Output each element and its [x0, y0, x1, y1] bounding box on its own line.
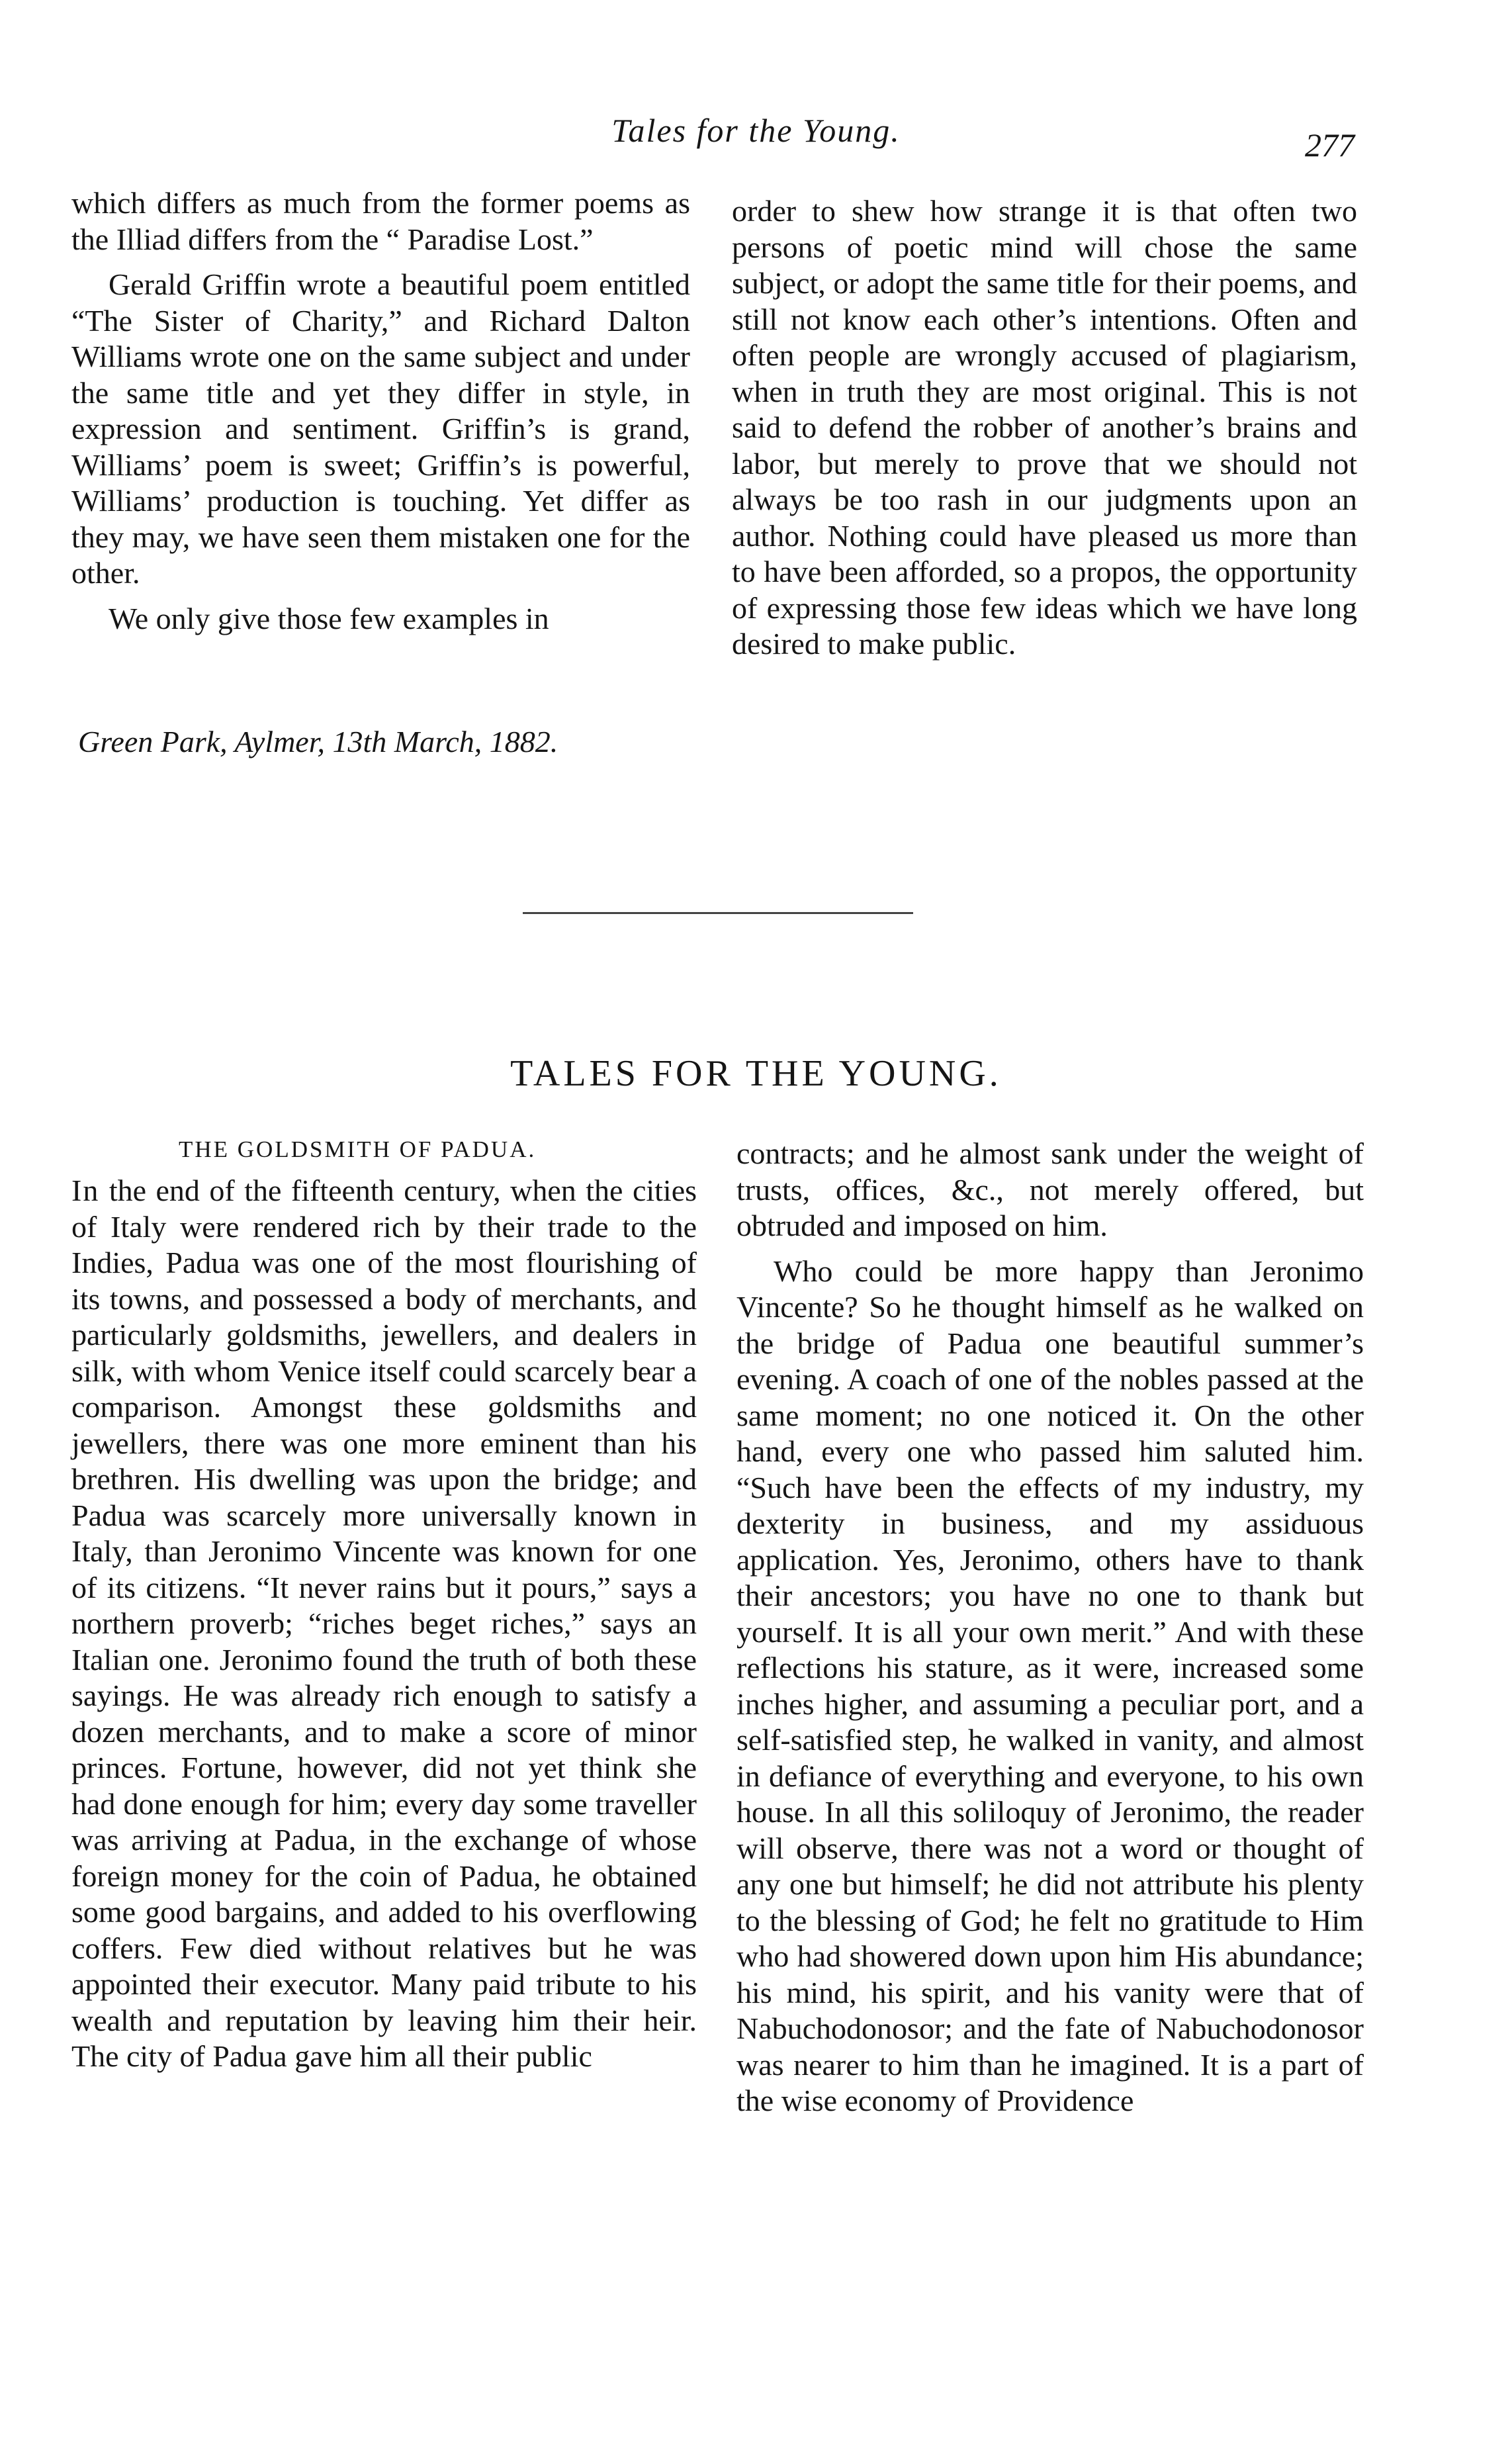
running-title: Tales for the Young. [611, 112, 901, 149]
paragraph: Gerald Griffin wrote a beautiful poem entitled “The Sister of Charity,” and Richard Dalton Williams wrote one on the same subject and under the same title and yet they differ in style, in expression and sentiment. Griffin’s is grand, Williams’ poem is sweet; Griffin’s is powerful, Williams’ production is touching. Yet differ as they may, we have seen them mistaken one for the other. [71, 267, 690, 590]
top-right-column [732, 193, 1357, 663]
story-title: THE GOLDSMITH OF PADUA. [179, 1136, 537, 1162]
paragraph: order to shew how strange it is that often two persons of poetic mind will chose the same subject, or adopt the same title for their poems, and still not know each other’s intentions. Often and often people are wrongly accused of plagiarism, when in truth they are most original. This is not said to defend the robber of another’s brains and labor, but merely to prove that we should not always be too rash in our judgments upon an author. Nothing could have pleased us more than to have been afforded, so a propos, the opportunity of expressing those few ideas which we have long desired to make public. [732, 194, 1357, 661]
drop-cap: In [71, 1173, 100, 1207]
paragraph: which differs as much from the former poems as the Illiad differs from the “ Paradise Lost.” [71, 186, 690, 256]
section-title: TALES FOR THE YOUNG. [510, 1053, 1002, 1094]
paragraph-text: the end of the fifteenth century, when the cities of Italy were rendered rich by their trade to the Indies, Padua was one of the most flourishing of its towns, and possessed a body of merchants, and particularly goldsmiths, jewellers, and dealers in silk, with whom Venice itself could scarcely bear a comparison. Amongst these goldsmiths and jewellers, there was one more eminent than his brethren. His dwelling was upon the bridge; and Padua was scarcely more universally known in Italy, than Jeronimo Vincente was known for one of its citizens. “It never rains but it pours,” says a northern proverb; “riches beget riches,” says an Italian one. Jeronimo found the truth of both these sayings. He was already rich enough to satisfy a dozen merchants, and to make a score of minor princes. Fortune, however, did not yet think she had done enough for him; every day some traveller was arriving at Padua, in the exchange of whose foreign money for the coin of Padua, he obtained some good bargains, and added to his overflowing coffers. Few died without relatives but he was appointed their executor. Many paid tribute to his wealth and reputation by leaving him their heir. The city of Padua gave him all their public [71, 1173, 697, 2073]
paragraph: We only give those few examples in [109, 601, 549, 635]
paragraph: Who could be more happy than Jeronimo Vincente? So he thought himself as he walked on the bridge of Padua one beautiful summer’s evening. A coach of one of the nobles passed at the same moment; no one noticed it. On the other hand, every one who passed him saluted him. “Such have been the effects of my industry, my dexterity in business, and my assiduous application. Yes, Jeronimo, others have to thank their ancestors; you have no one to thank but yourself. It is all your own merit.” And with these reflections his stature, as it were, increased some inches higher, and assuming a peculiar port, and a self-satisfied step, he walked in vanity, and almost in defiance of everything and everyone, to his own house. In all this soliloquy of Jeronimo, the reader will observe, there was not a word or thought of any one but himself; he did not attribute his plenty to the blessing of God; he felt no gratitude to Him who had showered down upon him His abundance; his mind, his spirit, and his vanity were that of Nabuchodonosor; and the fate of Nabuchodonosor was nearer to him than he imagined. It is a part of the wise economy of Providence [736, 1254, 1364, 2117]
story-left-column [71, 1173, 697, 2075]
section-divider [523, 912, 913, 914]
story-right-column [736, 1136, 1364, 2119]
paragraph [71, 1173, 697, 2075]
dateline: Green Park, Aylmer, 13th March, 1882. [78, 725, 558, 759]
paragraph: contracts; and he almost sank under the weight of trusts, offices, &c., not merely offered, but obtruded and imposed on him. [736, 1136, 1364, 1242]
page-number: 277 [1305, 126, 1355, 163]
top-left-column [71, 185, 690, 637]
